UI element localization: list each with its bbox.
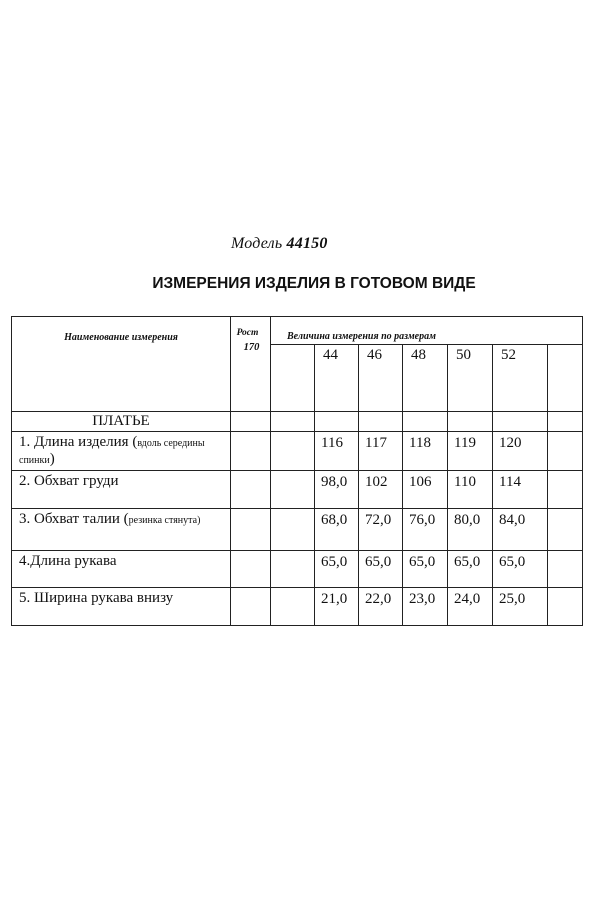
empty-cell <box>231 551 271 588</box>
value-cell: 102 <box>359 471 403 509</box>
header-empty-cell <box>548 345 583 412</box>
value-cell: 65,0 <box>493 551 548 588</box>
empty-cell <box>271 551 315 588</box>
row-name <box>12 509 231 551</box>
empty-cell <box>231 432 271 471</box>
value-cell: 22,0 <box>359 588 403 626</box>
row-name: 5. Ширина рукава внизу <box>12 588 231 626</box>
measurements-table <box>11 316 583 626</box>
size-44: 44 <box>315 345 359 412</box>
model-word: Модель <box>231 235 283 252</box>
row-name: 2. Обхват груди <box>12 471 231 509</box>
size-52: 52 <box>493 345 548 412</box>
value-cell: 80,0 <box>448 509 493 551</box>
value-cell: 120 <box>493 432 548 471</box>
value-cell: 23,0 <box>403 588 448 626</box>
value-cell: 25,0 <box>493 588 548 626</box>
header-name-cell: Наименование измерения <box>12 317 231 412</box>
empty-cell <box>448 412 493 432</box>
value-cell: 106 <box>403 471 448 509</box>
row-name-end: ) <box>49 451 55 467</box>
value-cell: 84,0 <box>493 509 548 551</box>
value-cell: 72,0 <box>359 509 403 551</box>
value-cell: 119 <box>448 432 493 471</box>
row-name-text: 1. Длина изделия ( <box>19 434 138 450</box>
row-name-note: резинка стянута) <box>128 515 201 526</box>
header-growth-cell <box>231 317 271 412</box>
empty-cell <box>271 432 315 471</box>
row-name-note: вдоль середины спинки <box>19 438 205 466</box>
empty-cell <box>548 551 583 588</box>
empty-cell <box>315 412 359 432</box>
size-48: 48 <box>403 345 448 412</box>
size-50: 50 <box>448 345 493 412</box>
empty-cell <box>359 412 403 432</box>
empty-cell <box>548 412 583 432</box>
value-cell: 24,0 <box>448 588 493 626</box>
section-title: ПЛАТЬЕ <box>12 412 231 432</box>
value-cell: 65,0 <box>403 551 448 588</box>
model-label <box>231 235 328 253</box>
empty-cell <box>548 471 583 509</box>
value-cell: 65,0 <box>315 551 359 588</box>
value-cell: 21,0 <box>315 588 359 626</box>
size-46: 46 <box>359 345 403 412</box>
value-cell: 114 <box>493 471 548 509</box>
page-title: ИЗМЕРЕНИЯ ИЗДЕЛИЯ В ГОТОВОМ ВИДЕ <box>152 275 476 292</box>
empty-cell <box>548 509 583 551</box>
model-number: 44150 <box>286 235 328 252</box>
empty-cell <box>548 432 583 471</box>
row-name <box>12 432 231 471</box>
value-cell: 118 <box>403 432 448 471</box>
value-cell: 76,0 <box>403 509 448 551</box>
empty-cell <box>271 509 315 551</box>
value-cell: 65,0 <box>359 551 403 588</box>
value-cell: 110 <box>448 471 493 509</box>
row-name-text: 3. Обхват талии ( <box>19 511 129 527</box>
empty-cell <box>271 588 315 626</box>
empty-cell <box>271 412 315 432</box>
row-name: 4.Длина рукава <box>12 551 231 588</box>
value-cell: 98,0 <box>315 471 359 509</box>
empty-cell <box>231 471 271 509</box>
empty-cell <box>231 412 271 432</box>
value-cell: 116 <box>315 432 359 471</box>
empty-cell <box>403 412 448 432</box>
empty-cell <box>231 588 271 626</box>
value-cell: 68,0 <box>315 509 359 551</box>
empty-cell <box>493 412 548 432</box>
empty-cell <box>231 509 271 551</box>
empty-cell <box>548 588 583 626</box>
growth-label: Рост <box>236 328 259 338</box>
growth-value: 170 <box>243 342 260 353</box>
header-measure-cell: Величина измерения по размерам <box>271 317 583 345</box>
header-empty-cell <box>271 345 315 412</box>
value-cell: 117 <box>359 432 403 471</box>
empty-cell <box>271 471 315 509</box>
value-cell: 65,0 <box>448 551 493 588</box>
